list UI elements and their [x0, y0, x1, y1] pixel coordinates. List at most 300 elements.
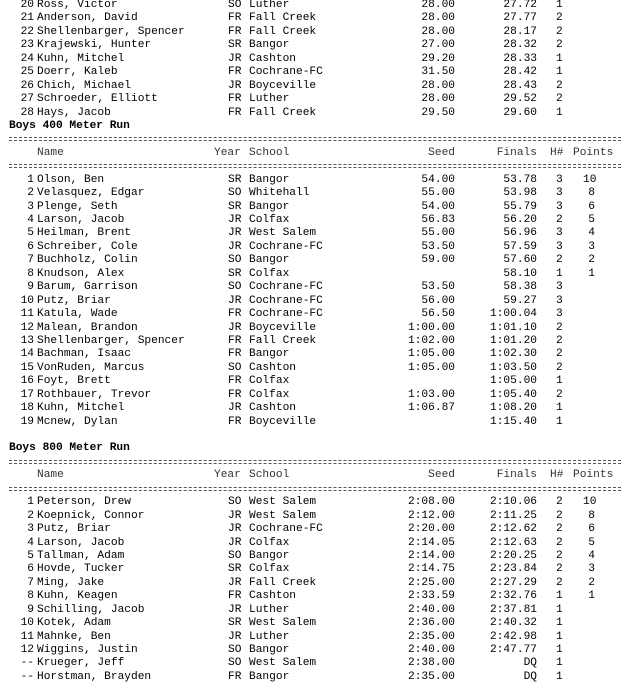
seed-time: 28.00 — [421, 25, 455, 38]
seed-time: 54.00 — [421, 173, 455, 186]
result-row — [9, 657, 621, 670]
athlete-year: SR — [228, 617, 242, 630]
athlete-year: JR — [228, 214, 242, 226]
points-awarded: 10 — [583, 496, 597, 509]
athlete-school: West Salem — [249, 657, 317, 670]
athlete-year: FR — [228, 415, 242, 428]
result-row — [9, 510, 621, 523]
athlete-name: Wiggins, Justin — [37, 644, 138, 656]
finals-time: 59.27 — [503, 294, 537, 307]
athlete-name: Hays, Jacob — [37, 106, 111, 119]
athlete-name: Horstman, Brayden — [37, 670, 152, 683]
finals-time: 1:01.10 — [490, 321, 537, 334]
result-row — [9, 187, 621, 200]
finals-time: 2:32.76 — [490, 590, 537, 603]
athlete-school: Colfax — [249, 536, 290, 549]
heat-number: 1 — [556, 630, 563, 643]
result-place: 27 — [20, 93, 34, 106]
result-place: 9 — [27, 281, 34, 294]
heat-number: 2 — [556, 25, 563, 38]
athlete-school: West Salem — [249, 496, 317, 509]
finals-time: 2:37.81 — [490, 603, 537, 616]
finals-time: 29.52 — [503, 93, 537, 106]
seed-time: 31.50 — [421, 66, 455, 79]
heat-number: 1 — [556, 0, 563, 11]
heat-number: 1 — [556, 590, 563, 603]
athlete-name: Barum, Garrison — [37, 281, 138, 294]
result-place: 8 — [27, 590, 34, 603]
result-place: 11 — [20, 630, 34, 643]
finals-time: 53.78 — [503, 173, 537, 186]
column-header-heat: H# — [550, 469, 564, 482]
athlete-year: JR — [228, 227, 242, 240]
result-place: 6 — [27, 240, 34, 253]
athlete-year: FR — [228, 334, 242, 347]
event-section — [9, 120, 621, 443]
heat-number: 2 — [556, 496, 563, 509]
athlete-year: SR — [228, 200, 242, 213]
finals-time: 2:23.84 — [490, 563, 537, 576]
finals-time: 2:11.25 — [490, 509, 537, 522]
athlete-school: Bangor — [249, 644, 290, 656]
heat-number: 3 — [556, 294, 563, 307]
athlete-name: Ming, Jake — [37, 576, 105, 589]
athlete-school: West Salem — [249, 227, 317, 240]
athlete-school: Whitehall — [249, 187, 310, 200]
athlete-school: Luther — [249, 0, 290, 11]
result-row — [9, 671, 621, 684]
header-rule — [9, 160, 621, 173]
athlete-school: Fall Creek — [249, 25, 317, 38]
column-header-name: Name — [37, 146, 64, 159]
finals-time: 2:10.06 — [490, 496, 537, 509]
result-place: 15 — [20, 361, 34, 374]
finals-time: 2:20.25 — [490, 549, 537, 562]
result-row — [9, 214, 621, 227]
section-gap — [9, 429, 621, 442]
heat-number: 1 — [556, 657, 563, 670]
column-header-name: Name — [37, 469, 64, 482]
seed-time: 56.50 — [421, 308, 455, 321]
heat-number: 1 — [556, 603, 563, 616]
heat-number: 3 — [556, 187, 563, 200]
heat-number: 2 — [556, 254, 563, 267]
heat-number: 1 — [556, 375, 563, 388]
result-place: 22 — [20, 25, 34, 38]
result-place: 2 — [27, 187, 34, 200]
athlete-school: Luther — [249, 630, 290, 643]
athlete-year: JR — [228, 240, 242, 253]
result-place: 12 — [20, 321, 34, 334]
athlete-school: Bangor — [249, 39, 290, 52]
athlete-school: Luther — [249, 603, 290, 616]
heat-number: 1 — [556, 670, 563, 683]
athlete-name: Tallman, Adam — [37, 549, 125, 562]
athlete-name: Putz, Briar — [37, 294, 111, 307]
athlete-name: Shellenbarger, Spencer — [37, 334, 185, 347]
finals-time: 1:02.30 — [490, 348, 537, 361]
finals-time: DQ — [523, 657, 537, 670]
finals-time: 28.17 — [503, 25, 537, 38]
athlete-year: FR — [228, 670, 242, 683]
athlete-school: Bangor — [249, 549, 290, 562]
athlete-year: JR — [228, 603, 242, 616]
result-place: 24 — [20, 52, 34, 65]
result-place: 3 — [27, 523, 34, 536]
result-row — [9, 254, 621, 267]
athlete-year: SR — [228, 173, 242, 186]
seed-time: 2:08.00 — [408, 496, 455, 509]
result-row — [9, 308, 621, 321]
seed-time: 28.00 — [421, 12, 455, 25]
result-row — [9, 0, 621, 12]
result-place: -- — [20, 657, 34, 670]
result-place: 10 — [20, 294, 34, 307]
athlete-year: SO — [228, 187, 242, 200]
result-place: 5 — [27, 549, 34, 562]
athlete-school: Cochrane-FC — [249, 281, 323, 294]
athlete-name: Kuhn, Mitchel — [37, 52, 125, 65]
athlete-school: Boyceville — [249, 79, 317, 92]
result-row — [9, 201, 621, 214]
column-header-finals: Finals — [496, 469, 537, 482]
event-title: Boys 400 Meter Run — [9, 119, 130, 132]
column-header-row — [9, 469, 621, 482]
seed-time: 1:05.00 — [408, 361, 455, 374]
finals-time: 58.10 — [503, 267, 537, 280]
athlete-school: Boyceville — [249, 321, 317, 334]
points-awarded: 6 — [588, 200, 595, 213]
athlete-name: Putz, Briar — [37, 523, 111, 536]
results-document — [9, 0, 621, 684]
athlete-year: SO — [228, 657, 242, 670]
result-row — [9, 335, 621, 348]
athlete-year: FR — [228, 106, 242, 119]
result-row — [9, 53, 621, 66]
athlete-school: Bangor — [249, 173, 290, 186]
athlete-name: Ross, Victor — [37, 0, 118, 11]
seed-time: 2:33.59 — [408, 590, 455, 603]
finals-time: 28.33 — [503, 52, 537, 65]
athlete-name: Doerr, Kaleb — [37, 66, 118, 79]
heat-number: 1 — [556, 402, 563, 415]
seed-time: 29.20 — [421, 52, 455, 65]
heat-number: 1 — [556, 267, 563, 280]
event-title: Boys 800 Meter Run — [9, 442, 130, 455]
result-place: 6 — [27, 563, 34, 576]
athlete-school: Cochrane-FC — [249, 66, 323, 79]
athlete-name: Bachman, Isaac — [37, 348, 131, 361]
column-header-points: Points — [573, 469, 614, 482]
points-awarded: 5 — [588, 214, 595, 226]
athlete-school: Luther — [249, 93, 290, 106]
athlete-name: Shellenbarger, Spencer — [37, 25, 185, 38]
finals-time: 1:01.20 — [490, 334, 537, 347]
athlete-name: Schroeder, Elliott — [37, 93, 158, 106]
finals-time: 57.60 — [503, 254, 537, 267]
result-row — [9, 295, 621, 308]
result-place: 21 — [20, 12, 34, 25]
result-place: 26 — [20, 79, 34, 92]
column-header-finals: Finals — [496, 146, 537, 159]
athlete-year: SR — [228, 267, 242, 280]
athlete-year: SR — [228, 563, 242, 576]
result-row — [9, 107, 621, 120]
finals-time: 27.72 — [503, 0, 537, 11]
header-rule — [9, 483, 621, 496]
finals-time: 56.96 — [503, 227, 537, 240]
athlete-school: Fall Creek — [249, 576, 317, 589]
athlete-name: Heilman, Brent — [37, 227, 131, 240]
athlete-name: Larson, Jacob — [37, 214, 125, 226]
athlete-name: VonRuden, Marcus — [37, 361, 145, 374]
athlete-school: Cashton — [249, 402, 296, 415]
athlete-year: JR — [228, 523, 242, 536]
finals-time: 2:40.32 — [490, 617, 537, 630]
athlete-school: Cashton — [249, 361, 296, 374]
result-place: 11 — [20, 308, 34, 321]
athlete-school: Bangor — [249, 254, 290, 267]
result-row — [9, 496, 621, 509]
athlete-name: Mahnke, Ben — [37, 630, 111, 643]
athlete-year: FR — [228, 590, 242, 603]
points-awarded: 4 — [588, 549, 595, 562]
athlete-name: Foyt, Brett — [37, 375, 111, 388]
result-place: 17 — [20, 388, 34, 401]
column-header-seed: Seed — [428, 469, 455, 482]
seed-time: 2:20.00 — [408, 523, 455, 536]
finals-time: 53.98 — [503, 187, 537, 200]
athlete-name: Schilling, Jacob — [37, 603, 145, 616]
result-row — [9, 416, 621, 429]
result-row — [9, 563, 621, 576]
result-row — [9, 241, 621, 254]
athlete-year: JR — [228, 536, 242, 549]
athlete-school: Cashton — [249, 590, 296, 603]
finals-time: 1:08.20 — [490, 402, 537, 415]
column-header-year: Year — [214, 469, 241, 482]
seed-time: 2:40.00 — [408, 644, 455, 656]
result-place: 18 — [20, 402, 34, 415]
athlete-name: Knudson, Alex — [37, 267, 125, 280]
heat-number: 2 — [556, 536, 563, 549]
heat-number: 3 — [556, 173, 563, 186]
finals-time: DQ — [523, 670, 537, 683]
seed-time: 1:00.00 — [408, 321, 455, 334]
finals-time: 27.77 — [503, 12, 537, 25]
column-header-seed: Seed — [428, 146, 455, 159]
athlete-school: Fall Creek — [249, 106, 317, 119]
heat-number: 2 — [556, 334, 563, 347]
heat-number: 2 — [556, 563, 563, 576]
finals-time: 28.42 — [503, 66, 537, 79]
athlete-year: SO — [228, 496, 242, 509]
finals-time: 57.59 — [503, 240, 537, 253]
athlete-name: Olson, Ben — [37, 173, 105, 186]
result-row — [9, 577, 621, 590]
result-row — [9, 604, 621, 617]
points-awarded: 1 — [588, 590, 595, 603]
athlete-year: FR — [228, 93, 242, 106]
seed-time: 59.00 — [421, 254, 455, 267]
seed-time: 1:06.87 — [408, 402, 455, 415]
finals-time: 28.32 — [503, 39, 537, 52]
seed-time: 28.00 — [421, 93, 455, 106]
athlete-name: Hovde, Tucker — [37, 563, 125, 576]
result-row — [9, 348, 621, 361]
athlete-name: Schreiber, Cole — [37, 240, 138, 253]
header-rule — [9, 133, 621, 146]
finals-time: 28.43 — [503, 79, 537, 92]
athlete-name: Mcnew, Dylan — [37, 415, 118, 428]
athlete-year: FR — [228, 375, 242, 388]
seed-time: 28.00 — [421, 0, 455, 11]
result-place: 4 — [27, 536, 34, 549]
result-row — [9, 66, 621, 79]
seed-time: 55.00 — [421, 187, 455, 200]
result-place: 12 — [20, 644, 34, 656]
points-awarded: 8 — [588, 509, 595, 522]
athlete-school: West Salem — [249, 509, 317, 522]
seed-time: 55.00 — [421, 227, 455, 240]
heat-number: 2 — [556, 549, 563, 562]
athlete-name: Malean, Brandon — [37, 321, 138, 334]
athlete-name: Buchholz, Colin — [37, 254, 138, 267]
seed-time: 1:03.00 — [408, 388, 455, 401]
points-awarded: 4 — [588, 227, 595, 240]
result-place: 23 — [20, 39, 34, 52]
result-place: 13 — [20, 334, 34, 347]
points-awarded: 3 — [588, 240, 595, 253]
result-row — [9, 523, 621, 536]
result-row — [9, 26, 621, 39]
athlete-name: Rothbauer, Trevor — [37, 388, 152, 401]
athlete-name: Kuhn, Mitchel — [37, 402, 125, 415]
athlete-school: Cashton — [249, 52, 296, 65]
athlete-school: Colfax — [249, 388, 290, 401]
heat-number: 1 — [556, 66, 563, 79]
points-awarded: 10 — [583, 173, 597, 186]
points-awarded: 6 — [588, 523, 595, 536]
result-row — [9, 617, 621, 630]
column-header-row — [9, 147, 621, 160]
continued-results — [9, 0, 621, 120]
athlete-name: Plenge, Seth — [37, 200, 118, 213]
athlete-name: Chich, Michael — [37, 79, 131, 92]
athlete-year: FR — [228, 348, 242, 361]
athlete-year: SO — [228, 0, 242, 11]
seed-time: 53.50 — [421, 240, 455, 253]
athlete-year: SO — [228, 644, 242, 656]
athlete-name: Larson, Jacob — [37, 536, 125, 549]
heat-number: 2 — [556, 79, 563, 92]
seed-time: 2:14.75 — [408, 563, 455, 576]
column-header-points: Points — [573, 146, 614, 159]
heat-number: 3 — [556, 200, 563, 213]
seed-time: 2:35.00 — [408, 670, 455, 683]
points-awarded: 5 — [588, 536, 595, 549]
athlete-name: Peterson, Drew — [37, 496, 131, 509]
result-place: 7 — [27, 576, 34, 589]
athlete-name: Velasquez, Edgar — [37, 187, 145, 200]
result-place: 1 — [27, 496, 34, 509]
athlete-name: Kuhn, Keagen — [37, 590, 118, 603]
athlete-school: Bangor — [249, 670, 290, 683]
heat-number: 1 — [556, 644, 563, 656]
seed-time: 2:36.00 — [408, 617, 455, 630]
finals-time: 1:05.40 — [490, 388, 537, 401]
finals-time: 55.79 — [503, 200, 537, 213]
heat-number: 2 — [556, 388, 563, 401]
seed-time: 2:12.00 — [408, 509, 455, 522]
result-row — [9, 174, 621, 187]
seed-time: 2:38.00 — [408, 657, 455, 670]
finals-time: 1:03.50 — [490, 361, 537, 374]
seed-time: 2:40.00 — [408, 603, 455, 616]
athlete-year: SR — [228, 39, 242, 52]
points-awarded: 2 — [588, 576, 595, 589]
finals-time: 1:05.00 — [490, 375, 537, 388]
result-row — [9, 389, 621, 402]
result-row — [9, 550, 621, 563]
heat-number: 3 — [556, 240, 563, 253]
athlete-school: Cochrane-FC — [249, 308, 323, 321]
points-awarded: 2 — [588, 254, 595, 267]
finals-time: 2:12.63 — [490, 536, 537, 549]
athlete-year: SO — [228, 361, 242, 374]
points-awarded: 3 — [588, 563, 595, 576]
seed-time: 2:14.05 — [408, 536, 455, 549]
seed-time: 2:14.00 — [408, 549, 455, 562]
result-row — [9, 375, 621, 388]
result-row — [9, 362, 621, 375]
heat-number: 3 — [556, 281, 563, 294]
athlete-year: FR — [228, 388, 242, 401]
athlete-school: Cochrane-FC — [249, 294, 323, 307]
athlete-school: Cochrane-FC — [249, 523, 323, 536]
result-place: 16 — [20, 375, 34, 388]
seed-time: 56.00 — [421, 294, 455, 307]
seed-time: 2:25.00 — [408, 576, 455, 589]
athlete-year: SO — [228, 254, 242, 267]
points-awarded: 1 — [588, 267, 595, 280]
finals-time: 58.38 — [503, 281, 537, 294]
finals-time: 1:15.40 — [490, 415, 537, 428]
athlete-name: Katula, Wade — [37, 308, 118, 321]
column-header-year: Year — [214, 146, 241, 159]
athlete-school: Bangor — [249, 200, 290, 213]
seed-time: 29.50 — [421, 106, 455, 119]
result-place: 10 — [20, 617, 34, 630]
finals-time: 2:27.29 — [490, 576, 537, 589]
athlete-school: Cochrane-FC — [249, 240, 323, 253]
finals-time: 2:42.98 — [490, 630, 537, 643]
result-place: 1 — [27, 173, 34, 186]
column-header-school: School — [249, 469, 290, 482]
result-place: 25 — [20, 66, 34, 79]
finals-time: 2:47.77 — [490, 644, 537, 656]
result-row — [9, 281, 621, 294]
result-place: -- — [20, 670, 34, 683]
heat-number: 2 — [556, 93, 563, 106]
seed-time: 2:35.00 — [408, 630, 455, 643]
heat-number: 2 — [556, 348, 563, 361]
athlete-school: Fall Creek — [249, 334, 317, 347]
finals-time: 29.60 — [503, 106, 537, 119]
result-row — [9, 631, 621, 644]
heat-number: 2 — [556, 361, 563, 374]
athlete-name: Kotek, Adam — [37, 617, 111, 630]
